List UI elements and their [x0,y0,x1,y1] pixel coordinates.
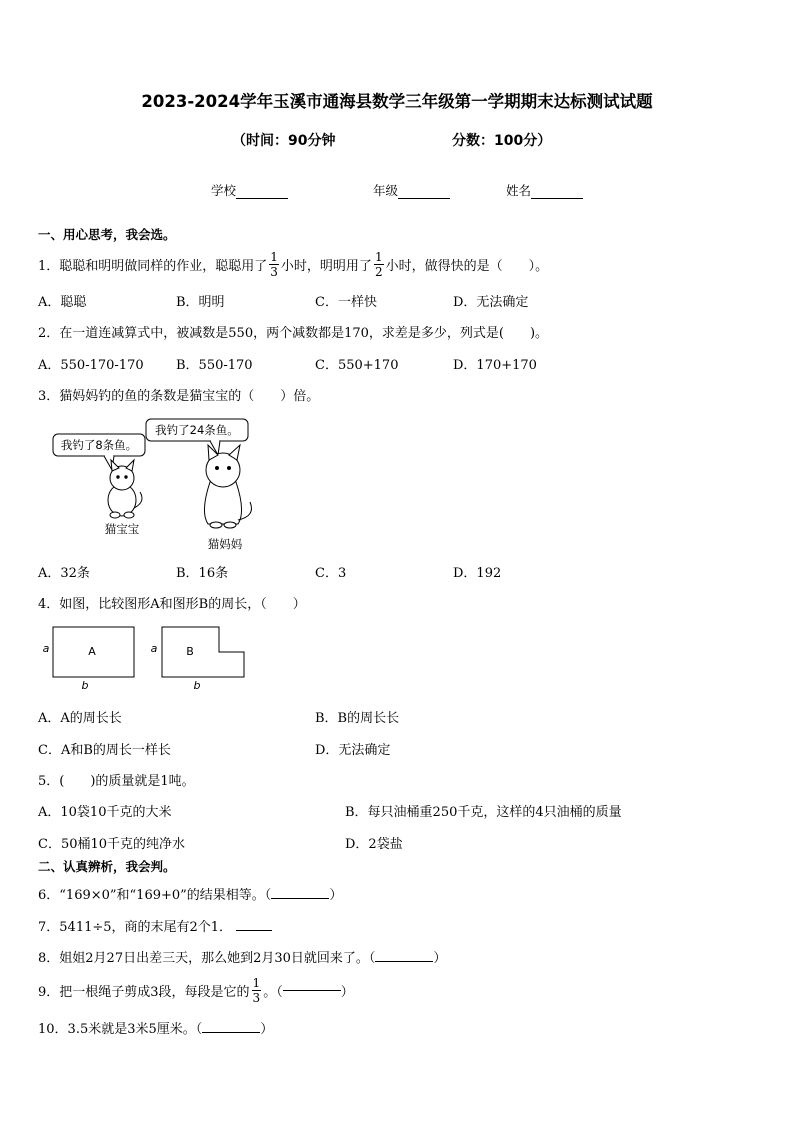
mom-bubble-text: 我钓了24条鱼。 [155,423,239,437]
section-1-heading: 一、用心思考，我会选。 [38,227,176,242]
q9-fraction: $\frac{1}{3}$ [252,975,261,1005]
question-9 [38,972,354,1008]
mom-cat-label: 猫妈妈 [207,537,243,551]
mom-cat-icon [204,445,251,528]
q1-prefix: 1．聪聪和明明做同样的作业，聪聪用了 [38,258,268,274]
question-2: 2．在一道连减算式中，被减数是550，两个减数都是170，求差是多少，列式是( )。 [38,326,549,341]
shape-b [151,627,244,692]
q2-option-b[interactable]: B．550-170 [176,358,253,373]
q1-option-b[interactable]: B．明明 [176,295,225,310]
q2-option-d[interactable]: D．170+170 [453,358,537,373]
exam-time: （时间：90分钟 [232,133,336,149]
q5-option-c[interactable]: C．50桶10千克的纯净水 [38,837,186,852]
question-8 [38,947,446,966]
baby-cat-icon [108,460,142,518]
grade-blank[interactable] [398,183,450,199]
q9-suffix: 。（ [263,984,283,1000]
school-field[interactable] [211,181,288,199]
q8-answer-blank[interactable] [375,960,433,962]
baby-bubble-text: 我钓了8条鱼。 [60,438,138,452]
question-1 [38,247,548,281]
q9-end: ） [340,984,354,1000]
question-3: 3．猫妈妈钓的鱼的条数是猫宝宝的（ ）倍。 [38,389,320,404]
shape-a-side-b: b [81,679,89,692]
q3-option-b[interactable]: B．16条 [176,566,229,581]
q1-suffix: 小时，做得快的是（ ）。 [385,258,549,274]
q9-prefix: 9．把一根绳子剪成3段，每段是它的 [38,984,250,1000]
page-title: 2023-2024学年玉溪市通海县数学三年级第一学期期末达标测试试题 [141,92,653,111]
q9-answer-blank[interactable] [283,989,341,991]
mom-cat-speech-bubble [146,419,248,455]
shape-b-side-a: a [150,642,158,655]
question-6 [38,884,342,903]
section-2-heading: 二、认真辨析，我会判。 [38,859,176,874]
q1-fraction-1: $\frac{1}{3}$ [270,249,278,279]
q6-answer-blank[interactable] [271,897,329,899]
question-4: 4．如图，比较图形A和图形B的周长，（ ） [38,597,306,612]
grade-label: 年级 [373,183,399,198]
q5-option-a[interactable]: A．10袋10千克的大米 [38,805,172,820]
q1-fraction-2: $\frac{1}{2}$ [374,249,383,279]
q5-option-d[interactable]: D．2袋盐 [345,837,403,852]
q2-option-a[interactable]: A．550-170-170 [38,358,144,373]
question-7 [38,916,272,935]
school-blank[interactable] [236,183,288,199]
shape-a-label: A [88,645,96,658]
shape-a-side-a: a [42,642,50,655]
q4-option-a[interactable]: A．A的周长长 [38,711,122,726]
q5-option-b[interactable]: B．每只油桶重250千克，这样的4只油桶的质量 [345,805,622,820]
q1-option-d[interactable]: D．无法确定 [453,295,529,310]
grade-field[interactable] [373,181,450,199]
school-label: 学校 [211,183,237,198]
q7-answer-blank[interactable] [236,929,272,931]
q3-option-d[interactable]: D．192 [453,566,502,581]
baby-cat-label: 猫宝宝 [104,522,140,536]
q10-text: 10．3.5米就是3米5厘米。（ [38,1022,203,1037]
q8-end: ） [433,951,447,966]
shape-b-side-b: b [193,679,201,692]
q3-option-c[interactable]: C．3 [315,566,347,581]
q6-text: 6．“169×0”和“169+0”的结果相等。（ [38,888,272,903]
q8-text: 8．姐姐2月27日出差三天，那么她到2月30日就回来了。（ [38,951,376,966]
q4-option-d[interactable]: D．无法确定 [315,743,391,758]
name-blank[interactable] [531,183,583,199]
exam-score: 分数：100分） [452,133,552,149]
q1-middle: 小时，明明用了 [280,258,372,274]
q3-cats-illustration [50,412,260,554]
q7-text: 7．5411÷5，商的末尾有2个1． [38,920,233,935]
question-5: 5．( )的质量就是1吨。 [38,774,195,789]
name-field[interactable] [506,181,583,199]
name-label: 姓名 [506,183,532,198]
q1-option-c[interactable]: C．一样快 [315,295,377,310]
shape-a [43,627,134,692]
q10-end: ） [260,1022,274,1037]
q4-shapes-figure [38,623,252,695]
q6-end: ） [329,888,343,903]
q4-option-c[interactable]: C．A和B的周长一样长 [38,743,171,758]
q10-answer-blank[interactable] [202,1031,260,1033]
q3-option-a[interactable]: A．32条 [38,566,90,581]
q2-option-c[interactable]: C．550+170 [315,358,399,373]
shape-b-label: B [186,645,194,658]
question-10 [38,1018,273,1037]
q4-option-b[interactable]: B．B的周长长 [315,711,400,726]
q1-option-a[interactable]: A．聪聪 [38,295,87,310]
